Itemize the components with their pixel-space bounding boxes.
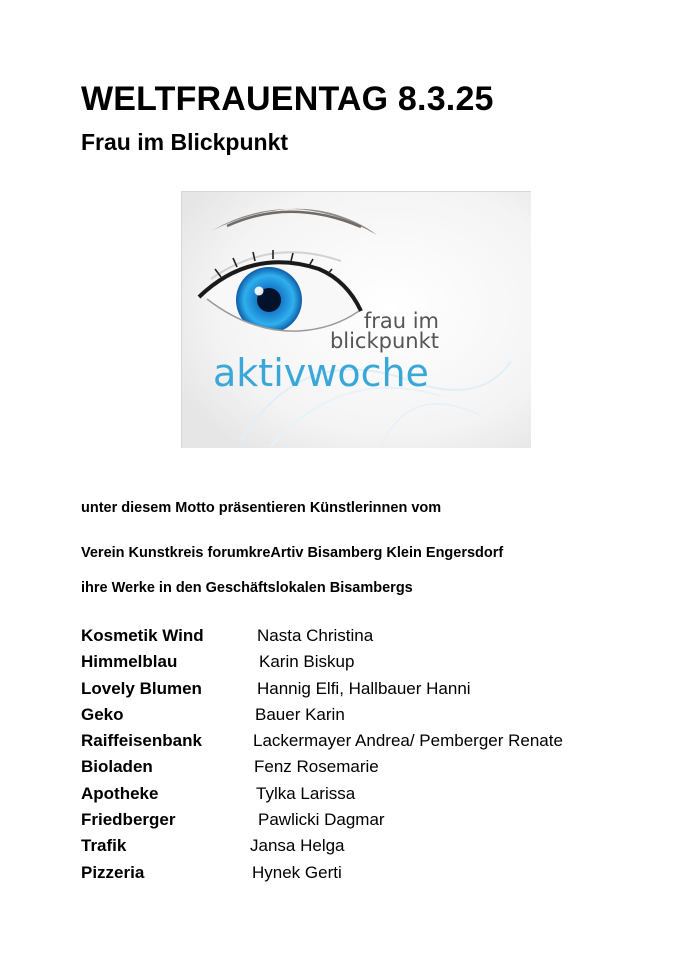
artist-name: Lackermayer Andrea/ Pemberger Renate	[253, 731, 563, 751]
artist-name: Jansa Helga	[250, 836, 345, 856]
exhibitor-row	[0, 652, 678, 678]
shop-name: Geko	[81, 704, 124, 724]
intro-line-1: unter diesem Motto präsentieren Künstlerinnen vom	[81, 500, 442, 516]
exhibitor-row	[0, 626, 678, 652]
exhibitor-row	[0, 810, 678, 836]
artist-name: Bauer Karin	[255, 704, 345, 724]
exhibitor-row	[0, 757, 678, 783]
shop-name: Apotheke	[81, 783, 159, 803]
poster-brand: aktivwoche	[213, 351, 429, 395]
exhibitor-row	[0, 679, 678, 705]
shop-name: Trafik	[81, 836, 127, 856]
artist-name: Hynek Gerti	[252, 862, 342, 882]
shop-name: Raiffeisenbank	[81, 731, 202, 751]
exhibitor-row	[0, 784, 678, 810]
page-subtitle: Frau im Blickpunkt	[81, 129, 289, 155]
poster-tagline-1: frau im	[363, 309, 439, 333]
exhibitor-row	[0, 863, 678, 889]
shop-name: Pizzeria	[81, 862, 145, 882]
page-title: WELTFRAUENTAG 8.3.25	[81, 80, 494, 118]
artist-name: Fenz Rosemarie	[254, 757, 379, 777]
shop-name: Bioladen	[81, 757, 153, 777]
artist-name: Karin Biskup	[259, 652, 355, 672]
eye-illustration	[181, 191, 531, 448]
artist-name: Nasta Christina	[257, 626, 374, 645]
exhibitor-row	[0, 731, 678, 757]
exhibitor-row	[0, 705, 678, 731]
shop-name: Friedberger	[81, 810, 176, 830]
exhibitor-list	[0, 626, 678, 889]
artist-name: Pawlicki Dagmar	[258, 810, 385, 830]
intro-line-2: Verein Kunstkreis forumkreArtiv Bisamberg Klein Engersdorf	[81, 545, 504, 561]
shop-name: Himmelblau	[81, 652, 178, 672]
artist-name: Hannig Elfi, Hallbauer Hanni	[257, 678, 471, 698]
poster-tagline-2: blickpunkt	[329, 329, 439, 353]
intro-line-3: ihre Werke in den Geschäftslokalen Bisambergs	[81, 580, 413, 596]
shop-name: Kosmetik Wind	[81, 626, 204, 645]
shop-name: Lovely Blumen	[81, 678, 202, 698]
exhibitor-row	[0, 836, 678, 862]
poster-image	[181, 191, 531, 448]
artist-name: Tylka Larissa	[256, 783, 356, 803]
